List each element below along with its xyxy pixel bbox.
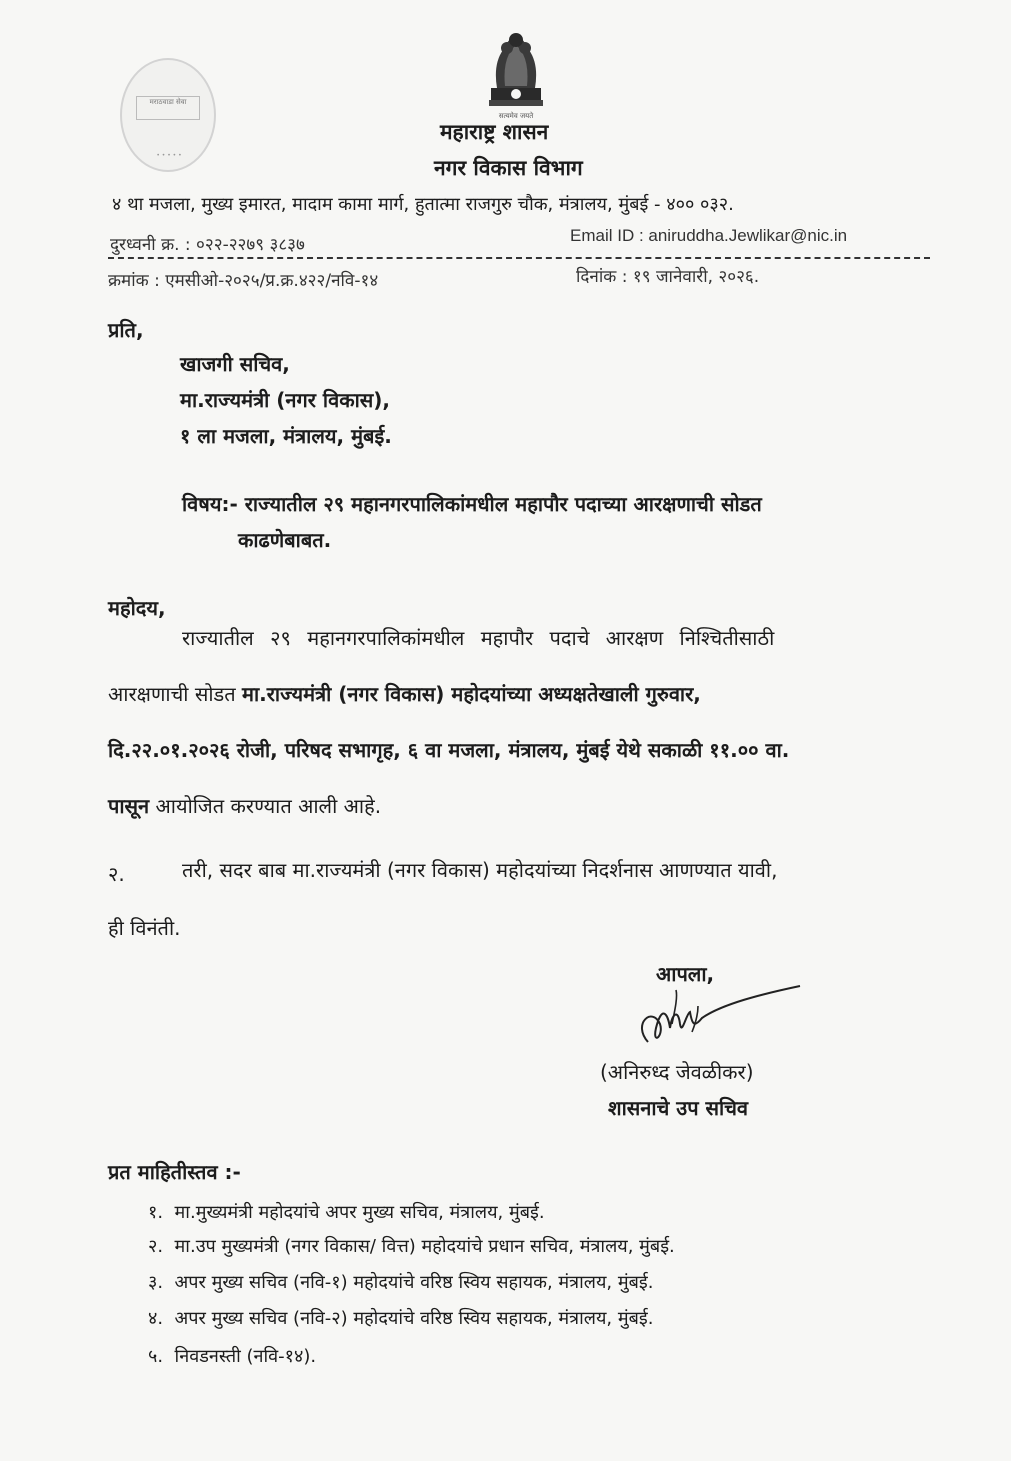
copy-item-number: ५. <box>148 1346 164 1367</box>
department-name: नगर विकास विभाग <box>434 156 583 180</box>
copy-item-text: मा.उप मुख्यमंत्री (नगर विकास/ वित्त) महोदयांचे प्रधान सचिव, मंत्रालय, मुंबई. <box>174 1236 675 1257</box>
copy-item <box>148 1200 545 1224</box>
paragraph-1-line-3: दि.२२.०१.२०२६ रोजी, परिषद सभागृह, ६ वा मजला, मंत्रालय, मुंबई येथे सकाळी ११.०० वा. <box>108 738 790 762</box>
emblem-motto: सत्यमेव जयते <box>498 112 534 120</box>
signatory-designation: शासनाचे उप सचिव <box>608 1096 749 1120</box>
seal-label: मराठवाडा सेवा <box>136 96 200 120</box>
subject-line-1: विषय:- राज्यातील २९ महानगरपालिकांमधील महापौर पदाच्या आरक्षणाची सोडत <box>182 492 762 516</box>
subject-line-2: काढणेबाबत. <box>238 528 332 552</box>
recipient-line-3: १ ला मजला, मंत्रालय, मुंबई. <box>180 424 392 448</box>
prati-label: प्रति, <box>108 318 144 342</box>
paragraph-1-line-2 <box>108 680 701 707</box>
national-emblem-icon <box>483 28 549 120</box>
department-seal <box>120 58 216 172</box>
copy-item-text: निवडनस्ती (नवि-१४). <box>174 1346 317 1367</box>
copy-item-number: ३. <box>148 1272 164 1293</box>
copy-item <box>148 1234 675 1258</box>
copy-item-number: १. <box>148 1202 164 1223</box>
paragraph-2-number: २. <box>108 862 125 886</box>
reference-number: क्रमांक : एमसीओ-२०२५/प्र.क्र.४२२/नवि-१४ <box>108 271 379 291</box>
copies-heading: प्रत माहितीस्तव :- <box>108 1160 241 1184</box>
salutation: महोदय, <box>108 596 166 620</box>
paragraph-1-line-1: राज्यातील २९ महानगरपालिकांमधील महापौर पदाचे आरक्षण निश्चितीसाठी <box>182 626 775 650</box>
p1-line4-normal: आयोजित करण्यात आली आहे. <box>155 794 382 818</box>
government-name: महाराष्ट्र शासन <box>440 120 549 144</box>
signatory-name: (अनिरुध्द जेवळीकर) <box>600 1060 754 1084</box>
letter-date: दिनांक : १९ जानेवारी, २०२६. <box>576 267 760 287</box>
copy-item-number: ४. <box>148 1308 164 1329</box>
copy-item <box>148 1270 653 1294</box>
copy-item-text: मा.मुख्यमंत्री महोदयांचे अपर मुख्य सचिव, मंत्रालय, मुंबई. <box>174 1202 545 1223</box>
paragraph-2-line-1: तरी, सदर बाब मा.राज्यमंत्री (नगर विकास) महोदयांच्या निदर्शनास आणण्यात यावी, <box>182 858 778 882</box>
recipient-line-2: मा.राज्यमंत्री (नगर विकास), <box>180 388 391 412</box>
recipient-line-1: खाजगी सचिव, <box>180 352 290 376</box>
header-divider <box>108 257 930 259</box>
copy-item-text: अपर मुख्य सचिव (नवि-२) महोदयांचे वरिष्ठ स्विय सहायक, मंत्रालय, मुंबई. <box>174 1308 654 1329</box>
p1-line2-normal: आरक्षणाची सोडत <box>108 682 236 706</box>
copy-item-number: २. <box>148 1236 164 1257</box>
p1-line2-bold: मा.राज्यमंत्री (नगर विकास) महोदयांच्या अध्यक्षतेखाली गुरुवार, <box>242 682 701 706</box>
copy-item <box>148 1344 316 1368</box>
seal-ring-text: • • • • • <box>156 152 182 159</box>
email-id: Email ID : aniruddha.Jewlikar@nic.in <box>570 226 848 245</box>
paragraph-1-line-4 <box>108 792 381 819</box>
closing-text: आपला, <box>656 962 715 986</box>
phone-number: दुरध्वनी क्र. : ०२२-२२७९ ३८३७ <box>110 235 305 255</box>
handwritten-signature-icon <box>612 984 802 1064</box>
copy-item <box>148 1306 653 1330</box>
office-address: ४ था मजला, मुख्य इमारत, मादाम कामा मार्ग, हुतात्मा राजगुरु चौक, मंत्रालय, मुंबई - ४०० ०३२. <box>112 194 734 215</box>
p1-line4-bold: पासून <box>108 794 150 818</box>
copy-item-text: अपर मुख्य सचिव (नवि-१) महोदयांचे वरिष्ठ स्विय सहायक, मंत्रालय, मुंबई. <box>174 1272 654 1293</box>
paragraph-2-line-2: ही विनंती. <box>108 916 181 940</box>
